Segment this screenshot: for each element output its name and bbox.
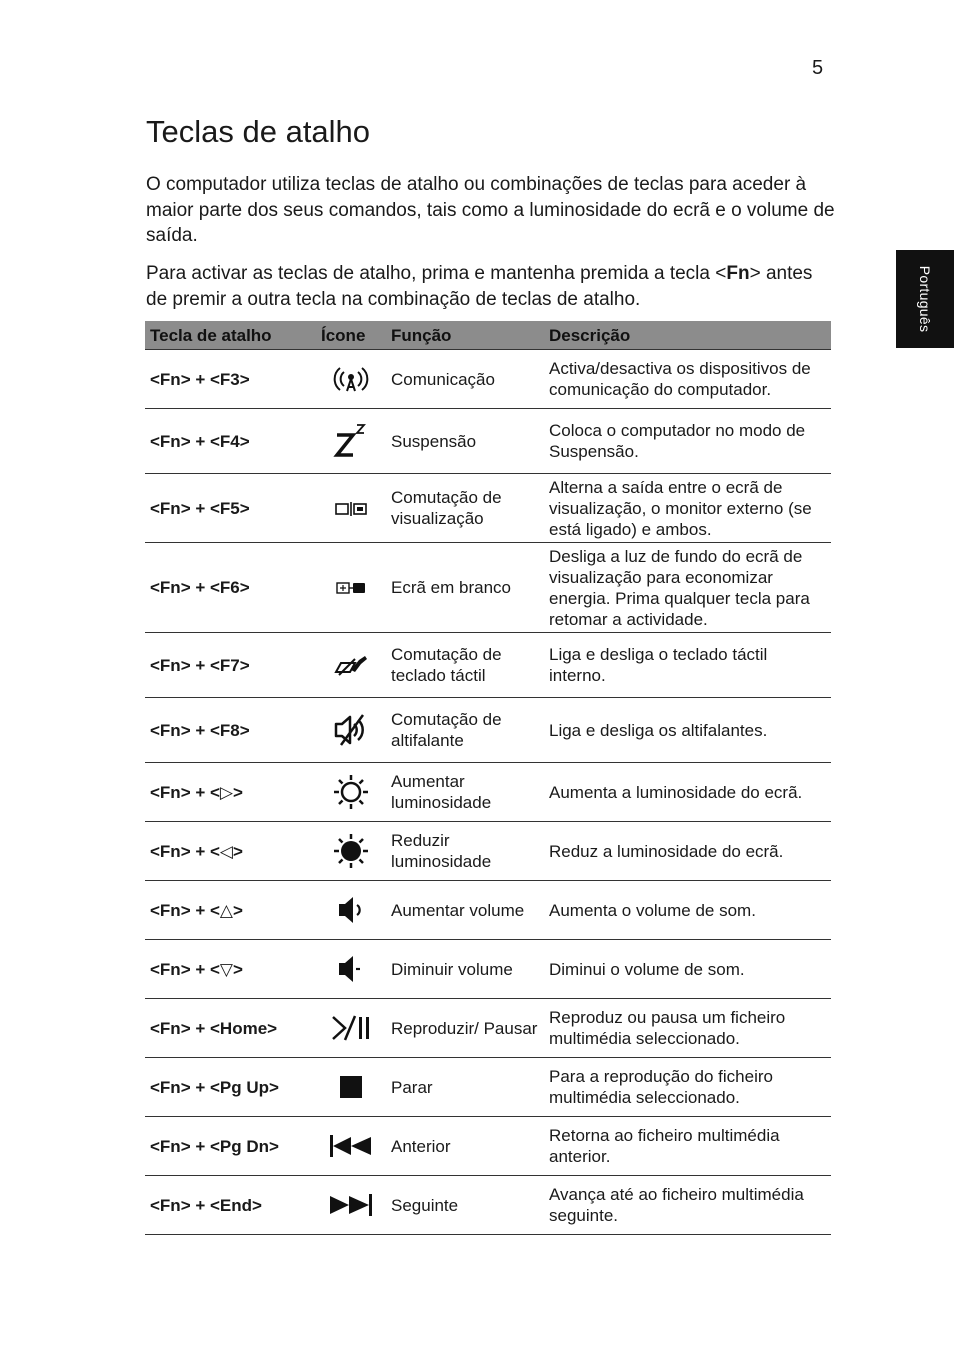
hotkey-cell: <Fn> + <Pg Dn> <box>145 1117 316 1176</box>
hotkey-cell: <Fn> + <▷> <box>145 763 316 822</box>
header-icon: Ícone <box>316 321 386 350</box>
description-cell: Coloca o computador no modo de Suspensão. <box>544 409 831 474</box>
icon-cell <box>316 474 386 543</box>
icon-cell <box>316 698 386 763</box>
hotkey-cell: <Fn> + <End> <box>145 1176 316 1235</box>
brightness-down-icon <box>331 840 371 859</box>
hotkey-cell: <Fn> + <Home> <box>145 999 316 1058</box>
table-row <box>145 940 831 999</box>
intro-paragraph: O computador utiliza teclas de atalho ou combinações de teclas para aceder à maior parte dos seus comandos, tais como a luminosidade do ecrã e o volume de saída. <box>146 174 835 246</box>
table-row <box>145 543 831 633</box>
table-header-row <box>145 321 831 350</box>
function-cell: Seguinte <box>386 1176 544 1235</box>
hotkey-cell: <Fn> + <F6> <box>145 543 316 633</box>
table-row <box>145 409 831 474</box>
icon-cell <box>316 1117 386 1176</box>
table-row <box>145 881 831 940</box>
play-pause-icon <box>329 1017 373 1036</box>
function-cell: Comutação de visualização <box>386 474 544 543</box>
language-tab <box>896 250 954 348</box>
screen-blank-icon <box>331 578 371 597</box>
description-cell: Avança até ao ficheiro multimédia seguinte. <box>544 1176 831 1235</box>
previous-track-icon <box>327 1135 375 1154</box>
description-cell: Desliga a luz de fundo do ecrã de visualização para economizar energia. Prima qualquer tecla para retomar a actividade. <box>544 543 831 633</box>
function-cell: Suspensão <box>386 409 544 474</box>
description-cell: Activa/desactiva os dispositivos de comunicação do computador. <box>544 350 831 409</box>
description-cell: Reduz a luminosidade do ecrã. <box>544 822 831 881</box>
speaker-mute-icon <box>331 719 371 738</box>
description-cell: Aumenta o volume de som. <box>544 881 831 940</box>
function-cell: Comunicação <box>386 350 544 409</box>
description-cell: Retorna ao ficheiro multimédia anterior. <box>544 1117 831 1176</box>
function-cell: Aumentar volume <box>386 881 544 940</box>
instruction-paragraph <box>146 261 836 312</box>
icon-cell <box>316 409 386 474</box>
hotkey-cell: <Fn> + <F7> <box>145 633 316 698</box>
table-row <box>145 474 831 543</box>
function-cell: Anterior <box>386 1117 544 1176</box>
function-cell: Ecrã em branco <box>386 543 544 633</box>
table-row <box>145 350 831 409</box>
icon-cell <box>316 543 386 633</box>
brightness-up-icon <box>331 781 371 800</box>
hotkey-cell: <Fn> + <△> <box>145 881 316 940</box>
language-tab-label: Português <box>917 265 933 333</box>
hotkey-table <box>145 321 831 1235</box>
table-row <box>145 1117 831 1176</box>
header-function: Função <box>386 321 544 350</box>
function-cell: Comutação de teclado táctil <box>386 633 544 698</box>
function-cell: Diminuir volume <box>386 940 544 999</box>
function-cell: Aumentar luminosidade <box>386 763 544 822</box>
instruction-text-after: > antes de premir a outra tecla na combinação de teclas de atalho. <box>146 263 813 310</box>
header-description: Descrição <box>544 321 831 350</box>
hotkey-cell: <Fn> + <F3> <box>145 350 316 409</box>
icon-cell <box>316 763 386 822</box>
icon-cell <box>316 999 386 1058</box>
instruction-text-before: Para activar as teclas de atalho, prima e mantenha premida a tecla < <box>146 263 727 284</box>
hotkey-cell: <Fn> + <◁> <box>145 822 316 881</box>
description-cell: Para a reprodução do ficheiro multimédia seleccionado. <box>544 1058 831 1117</box>
description-cell: Liga e desliga os altifalantes. <box>544 698 831 763</box>
sleep-icon <box>331 430 371 449</box>
description-cell: Aumenta a luminosidade do ecrã. <box>544 763 831 822</box>
icon-cell <box>316 881 386 940</box>
table-row <box>145 763 831 822</box>
description-cell: Reproduz ou pausa um ficheiro multimédia seleccionado. <box>544 999 831 1058</box>
icon-cell <box>316 1176 386 1235</box>
page-number: 5 <box>812 57 824 79</box>
stop-icon <box>331 1076 371 1095</box>
icon-cell <box>316 940 386 999</box>
icon-cell <box>316 822 386 881</box>
description-cell: Liga e desliga o teclado táctil interno. <box>544 633 831 698</box>
icon-cell <box>316 633 386 698</box>
header-hotkey: Tecla de atalho <box>145 321 316 350</box>
icon-cell <box>316 1058 386 1117</box>
function-cell: Comutação de altifalante <box>386 698 544 763</box>
table-row <box>145 822 831 881</box>
display-toggle-icon <box>331 498 371 517</box>
function-cell: Reproduzir/ Pausar <box>386 999 544 1058</box>
function-cell: Parar <box>386 1058 544 1117</box>
next-track-icon <box>327 1194 375 1213</box>
wireless-icon <box>331 368 371 387</box>
icon-cell <box>316 350 386 409</box>
volume-down-icon <box>331 958 371 977</box>
table-row <box>145 999 831 1058</box>
hotkey-cell: <Fn> + <▽> <box>145 940 316 999</box>
table-row <box>145 698 831 763</box>
table-row <box>145 633 831 698</box>
fn-key-label: Fn <box>726 263 750 284</box>
hotkey-cell: <Fn> + <Pg Up> <box>145 1058 316 1117</box>
description-cell: Diminui o volume de som. <box>544 940 831 999</box>
table-row <box>145 1058 831 1117</box>
description-cell: Alterna a saída entre o ecrã de visualização, o monitor externo (se está ligado) e ambos. <box>544 474 831 543</box>
hotkey-cell: <Fn> + <F8> <box>145 698 316 763</box>
volume-up-icon <box>331 899 371 918</box>
function-cell: Reduzir luminosidade <box>386 822 544 881</box>
hotkey-cell: <Fn> + <F4> <box>145 409 316 474</box>
hotkey-cell: <Fn> + <F5> <box>145 474 316 543</box>
page-title: Teclas de atalho <box>146 114 371 149</box>
table-row <box>145 1176 831 1235</box>
touchpad-toggle-icon <box>331 654 371 673</box>
